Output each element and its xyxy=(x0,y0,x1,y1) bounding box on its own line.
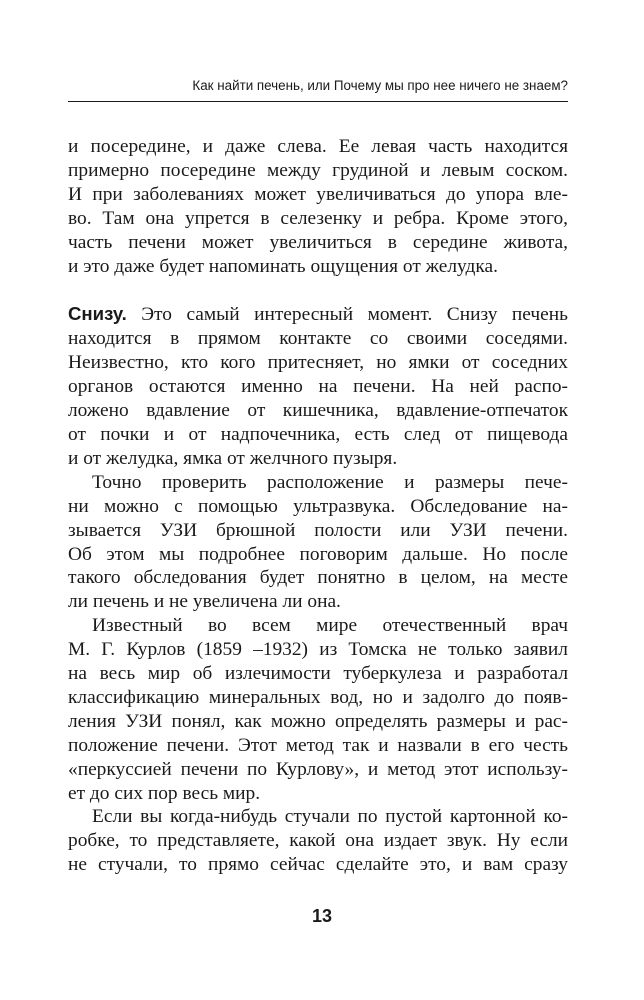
text-line: и от желудка, ямка от желчного пузыря. xyxy=(68,447,398,469)
text-line: такого обследования будет понятно в целом, на месте xyxy=(68,567,568,589)
text-line-rest: Это самый интересный момент. Снизу печень xyxy=(126,304,568,326)
page-number: 13 xyxy=(311,906,333,926)
text-line: и это даже будет напоминать ощущения от желудка. xyxy=(68,255,498,277)
text-line: и посередине, и даже слева. Ее левая часть находится xyxy=(68,136,568,157)
section-gap xyxy=(68,278,568,302)
text-line: Известный во всем мире отечественный врач xyxy=(92,615,568,637)
text-line: Неизвестно, кто кого притесняет, но ямки от соседних xyxy=(68,352,568,374)
text-line: во. Там она упрется в селезенку и ребра. Кроме этого, xyxy=(68,207,568,229)
text-line: ложено вдавление от кишечника, вдавление-отпечаток xyxy=(68,400,568,422)
paragraph-continuation xyxy=(68,135,568,278)
paragraph-below-section xyxy=(68,302,568,470)
text-line: ления УЗИ понял, как можно определять размеры и рас- xyxy=(68,710,568,732)
text-line: «перкуссией печени по Курлову», и метод этот использу- xyxy=(68,758,568,780)
text-line: от почки и от надпочечника, есть след от пищевода xyxy=(68,423,568,445)
text-line: часть печени может увеличиться в середине живота, xyxy=(68,231,568,253)
paragraph-box-knock xyxy=(68,805,568,877)
paragraph-kurlov xyxy=(68,614,568,805)
paragraph-ultrasound xyxy=(68,471,568,614)
text-line: М. Г. Курлов (1859 –1932) из Томска не только заявил xyxy=(68,639,568,661)
text-line: И при заболеваниях может увеличиваться до упора вле- xyxy=(68,183,568,205)
text-line: Если вы когда-нибудь стучали по пустой картонной ко- xyxy=(92,806,568,828)
section-lead-word: Снизу. xyxy=(68,303,127,325)
text-line: ли печень и не увеличена ли она. xyxy=(68,591,341,613)
text-line: робке, то представляете, какой она издает звук. Ну если xyxy=(68,830,568,852)
running-head: Как найти печень, или Почему мы про нее ничего не знаем? xyxy=(192,78,568,93)
text-line: на весь мир об излечимости туберкулеза и разработал xyxy=(68,663,568,685)
body-text xyxy=(68,135,568,877)
text-line: органов остаются именно на печени. На ней распо- xyxy=(68,376,568,398)
text-line: классификацию минеральных вод, но и задолго до появ- xyxy=(68,686,568,708)
text-line: находится в прямом контакте со своими соседями. xyxy=(68,328,568,350)
text-line: не стучали, то прямо сейчас сделайте это, и вам сразу xyxy=(68,854,568,876)
header-rule xyxy=(68,101,568,102)
text-line: Точно проверить расположение и размеры пече- xyxy=(92,471,568,493)
text-line-with-lead xyxy=(68,302,568,327)
text-line: ни можно с помощью ультразвука. Обследование на- xyxy=(68,495,568,517)
text-line: примерно посередине между грудиной и левым соском. xyxy=(68,159,568,181)
text-line: положение печени. Этот метод так и назвали в его честь xyxy=(68,734,568,756)
text-line: Об этом мы подробнее поговорим дальше. Но после xyxy=(68,543,568,565)
text-line: зывается УЗИ брюшной полости или УЗИ печени. xyxy=(68,519,568,541)
text-line: ет до сих пор весь мир. xyxy=(68,782,261,804)
